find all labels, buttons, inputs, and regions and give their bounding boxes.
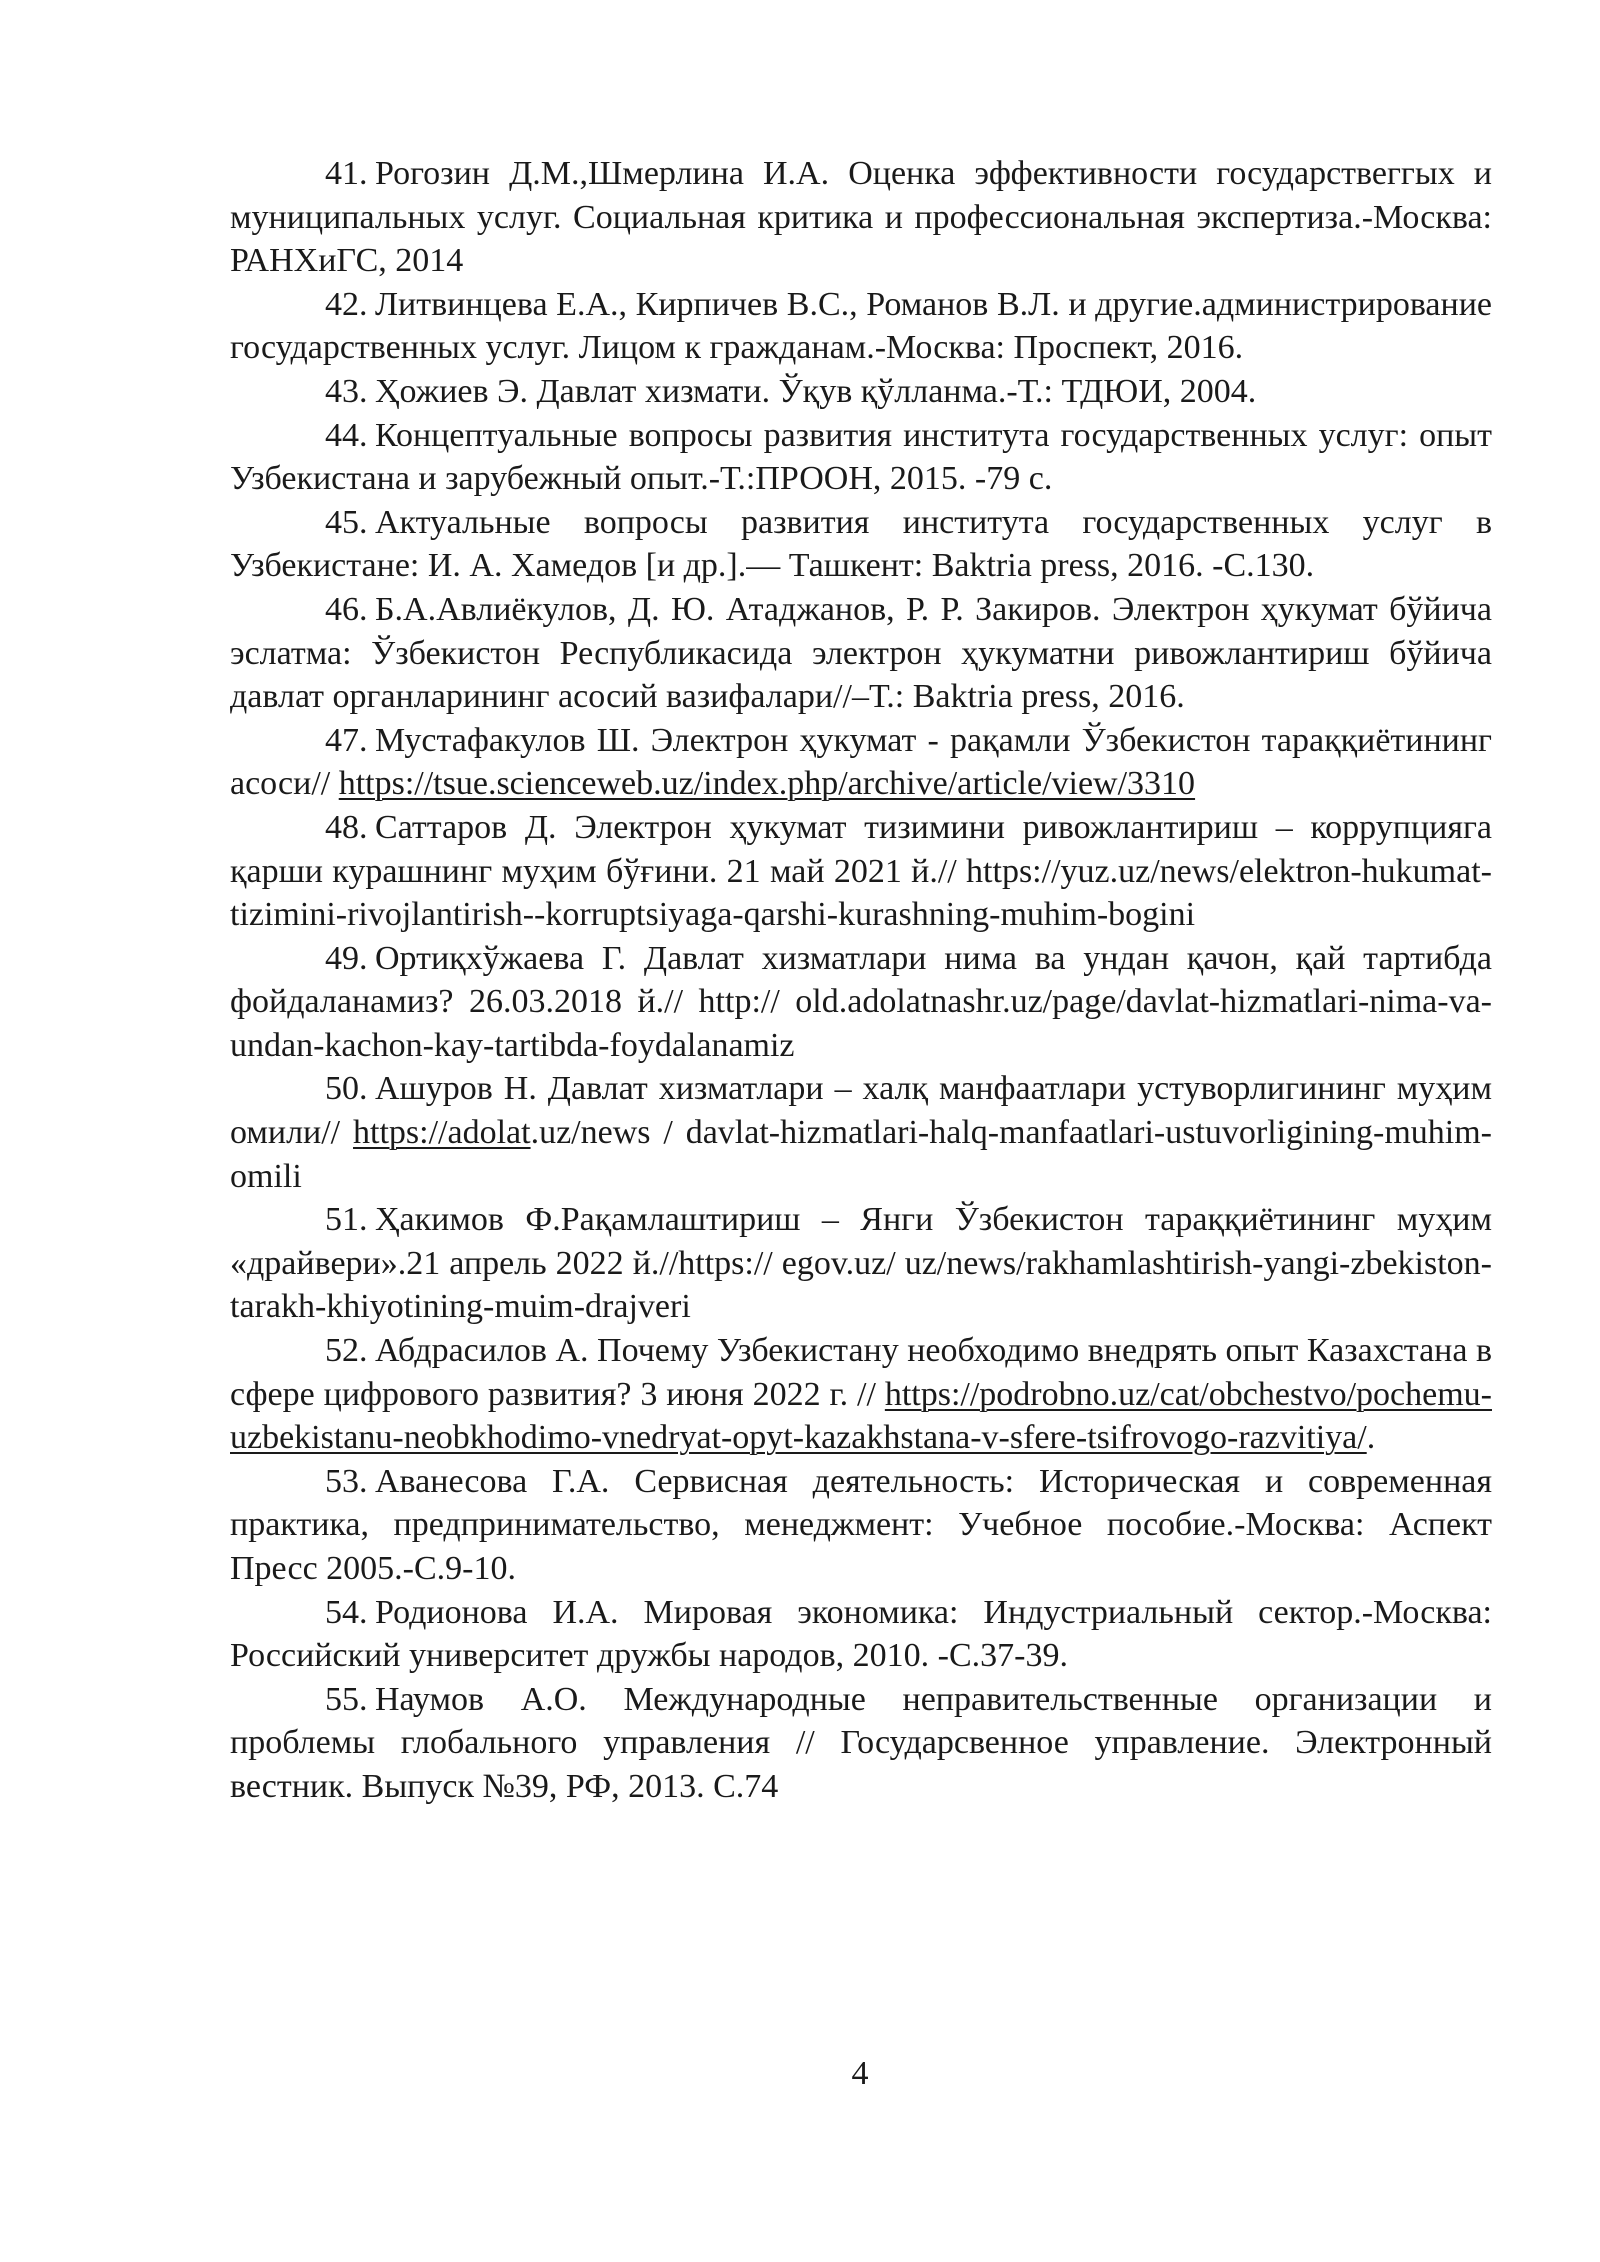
reference-text: Ашуров Н. Давлат хизматлари – халқ манфаатлари устуворлигининг муҳим омили//	[230, 1070, 1492, 1152]
reference-link[interactable]: https://podrobno.uz/cat/obchestvo/pochemu-uzbekistanu-neobkhodimo-vnedryat-opyt-kazakhstana-v-sfere-tsifrovogo-razvitiya/	[230, 1375, 1492, 1457]
reference-item	[230, 1067, 1492, 1198]
reference-number: 53.	[325, 1462, 368, 1500]
reference-text: Саттаров Д. Электрон ҳукумат тизимини ривожлантириш – коррупцияга қарши курашнинг муҳим бўғини. 21 май 2021 й.// https://yuz.uz/news/elektron-hukumat-tizimini-rivojlantirish--korruptsiyaga-qarshi-kurashning-muhim-bogini	[230, 808, 1492, 934]
reference-link[interactable]: https://adolat	[353, 1114, 531, 1152]
reference-text: Мустафакулов Ш. Электрон ҳукумат - рақамли Ўзбекистон тараққиётининг асоси//	[230, 721, 1492, 803]
reference-text: Наумов А.О. Международные неправительственные организации и проблемы глобального управления // Государсвенное управление. Электронный вестник. Выпуск №39, РФ, 2013. С.74	[230, 1680, 1492, 1805]
reference-item	[230, 414, 1492, 501]
reference-item	[230, 501, 1492, 588]
reference-number: 51.	[325, 1201, 368, 1239]
reference-number: 42.	[325, 285, 368, 323]
reference-number: 50.	[325, 1070, 368, 1108]
reference-number: 41.	[325, 155, 368, 192]
reference-item	[230, 1678, 1492, 1809]
reference-item	[230, 1591, 1492, 1678]
page-number: 4	[851, 2055, 869, 2092]
reference-number: 48.	[325, 808, 368, 846]
reference-item	[230, 806, 1492, 937]
reference-text: Б.А.Авлиёкулов, Д. Ю. Атаджанов, Р. Р. Закиров. Электрон ҳукумат бўйича эслатма: Ўзбекистон Республикасида электрон ҳукуматни ривожлантириш бўйича давлат органларининг асосий вазифалари//–Т.: Baktria press, 2016.	[230, 590, 1492, 716]
reference-text: Абдрасилов А. Почему Узбекистану необходимо внедрять опыт Казахстана в сфере цифрового развития? 3 июня 2022 г. //	[230, 1332, 1493, 1413]
reference-number: 46.	[325, 590, 368, 628]
reference-text: Актуальные вопросы развития института государственных услуг в Узбекистане: И. А. Хамедов [и др.].— Ташкент: Baktria press, 2016. -С.130.	[230, 503, 1492, 585]
reference-text: Ҳакимов Ф.Рақамлаштириш – Янги Ўзбекистон тараққиётининг муҳим «драйвери».21 апрель 2022 й.//https:// egov.uz/ uz/news/rakhamlashtirish-yangi-zbekiston-tarakh-khiyotining-muim-drajveri	[230, 1201, 1492, 1326]
reference-text: Ҳожиев Э. Давлат хизмати. Ўқув қўлланма.-Т.: ТДЮИ, 2004.	[375, 372, 1257, 410]
reference-text-tail: .	[1366, 1419, 1376, 1457]
reference-item	[230, 370, 1492, 414]
reference-text: Литвинцева Е.А., Кирпичев В.С., Романов В.Л. и другие.администрирование государственных услуг. Лицом к гражданам.-Москва: Проспект, 2016.	[230, 285, 1492, 367]
reference-list	[230, 152, 1492, 1809]
reference-number: 44.	[325, 416, 368, 454]
reference-text: Концептуальные вопросы развития института государственных услуг: опыт Узбекистана и зарубежный опыт.-Т.:ПРООН, 2015. -79 с.	[230, 416, 1492, 498]
reference-number: 45.	[325, 503, 368, 541]
reference-text-tail: .uz/news / davlat-hizmatlari-halq-manfaatlari-ustuvorligining-muhim-omili	[230, 1114, 1492, 1195]
reference-text: Родионова И.А. Мировая экономика: Индустриальный сектор.-Москва: Российский университет дружбы народов, 2010. -С.37-39.	[230, 1593, 1492, 1675]
reference-item	[230, 1460, 1492, 1591]
reference-item	[230, 1198, 1492, 1329]
reference-item	[230, 152, 1492, 283]
reference-item	[230, 283, 1492, 370]
reference-text: Ортиқхўжаева Г. Давлат хизматлари нима ва ундан қачон, қай тартибда фойдаланамиз? 26.03.2018 й.// http:// old.adolatnashr.uz/page/davlat-hizmatlari-nima-va-undan-kachon-kay-tartibda-foydalanamiz	[230, 939, 1492, 1064]
reference-number: 43.	[325, 372, 368, 410]
reference-item	[230, 937, 1492, 1068]
reference-item	[230, 1329, 1492, 1460]
reference-link[interactable]: https://tsue.scienceweb.uz/index.php/archive/article/view/3310	[338, 765, 1196, 803]
reference-text: Аванесова Г.А. Сервисная деятельность: Историческая и современная практика, предпринимательство, менеджмент: Учебное пособие.-Москва: Аспект Пресс 2005.-С.9-10.	[230, 1462, 1492, 1587]
reference-number: 52.	[325, 1332, 368, 1370]
reference-item	[230, 719, 1492, 806]
reference-text: Рогозин Д.М.,Шмерлина И.А. Оценка эффективности государствеггых и муниципальных услуг. Социальная критика и профессиональная экспертиза.-Москва: РАНХиГС, 2014	[230, 155, 1492, 280]
reference-number: 49.	[325, 939, 368, 977]
reference-number: 55.	[325, 1680, 368, 1718]
reference-number: 47.	[325, 721, 368, 759]
reference-item	[230, 588, 1492, 719]
reference-number: 54.	[325, 1593, 368, 1631]
